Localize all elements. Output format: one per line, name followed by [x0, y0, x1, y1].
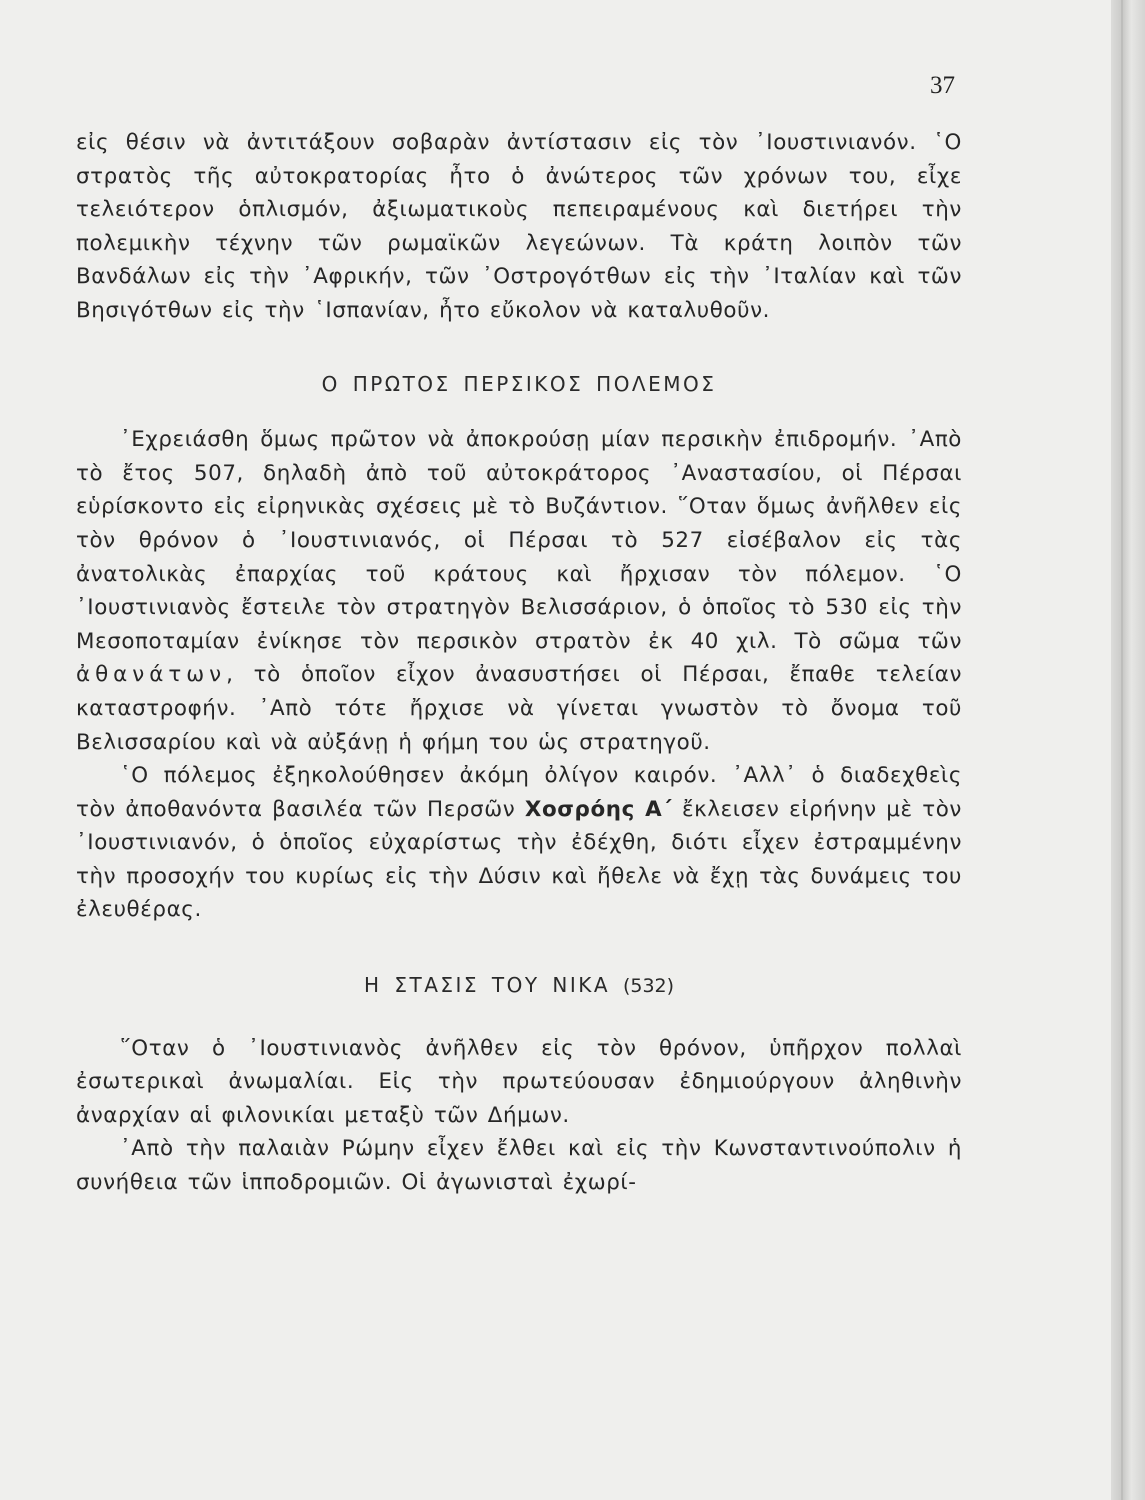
text-column — [76, 126, 962, 1200]
paragraph-5: ᾿Απὸ τὴν παλαιὰν Ρώμην εἶχεν ἔλθει καὶ εἰς τὴν Κωνσταντινούπολιν ἡ συνήθεια τῶν ἱπποδρομιῶν. Οἱ ἀγωνισταὶ ἐχωρί- — [76, 1136, 962, 1196]
bold-name-chosroes: Χοσρόης Α΄ — [524, 796, 673, 822]
page-number: 37 — [930, 72, 955, 99]
heading-nika-title: Η ΣΤΑΣΙΣ ΤΟΥ ΝΙΚΑ — [363, 973, 611, 998]
paragraph-3-text-a: ῾Ο πόλεμος ἐξηκολούθησεν ἀκόμη ὀλίγον καιρόν. ᾿Αλλ᾿ ὁ διαδεχθεὶς τὸν ἀποθανόντα βασιλέα τῶν Περσῶν — [76, 763, 962, 822]
section-heading-nika-riot — [76, 969, 962, 1004]
paragraph-2 — [76, 423, 962, 759]
page-edge — [1111, 0, 1145, 1500]
paragraph-2-text-b: , τὸ ὁποῖον εἶχον ἀνασυστήσει οἱ Πέρσαι, ἔπαθε τελείαν καταστροφήν. ᾿Απὸ τότε ἤρχισε νὰ γίνεται γνωστὸν τὸ ὄνομα τοῦ Βελισσαρίου καὶ νὰ αὐξάνῃ ἡ φήμη του ὡς στρατηγοῦ. — [76, 662, 962, 755]
paragraph-4: ῞Οταν ὁ ᾿Ιουστινιανὸς ἀνῆλθεν εἰς τὸν θρόνον, ὑπῆρχον πολλαὶ ἐσωτερικαὶ ἀνωμαλίαι. Εἰς τὴν πρωτεύουσαν ἐδημιούργουν ἀληθινὴν ἀναρχίαν αἱ φιλονικίαι μεταξὺ τῶν Δήμων. — [76, 1035, 962, 1128]
paragraph-3 — [76, 759, 962, 927]
paragraph-1: εἰς θέσιν νὰ ἀντιτάξουν σοβαρὰν ἀντίστασιν εἰς τὸν ᾿Ιουστινιανόν. ῾Ο στρατὸς τῆς αὐτοκρατορίας ἦτο ὁ ἀνώτερος τῶν χρόνων του, εἶχε τελειότερον ὁπλισμόν, ἀξιωματικοὺς πεπειραμένους καὶ διετήρει τὴν πολεμικὴν τέχνην τῶν ρωμαϊκῶν λεγεώνων. Τὰ κράτη λοιπὸν τῶν Βανδάλων εἰς τὴν ᾿Αφρικήν, τῶν ᾿Οστρογότθων εἰς τὴν ᾿Ιταλίαν καὶ τῶν Βησιγότθων εἰς τὴν ῾Ισπανίαν, ἦτο εὔκολον νὰ καταλυθοῦν. — [76, 130, 962, 323]
spaced-word-athanaton: ἀθανάτων — [76, 662, 227, 688]
paragraph-3-text-b: ἔκλεισεν εἰρήνην μὲ τὸν ᾿Ιουστινιανόν, ὁ ὁποῖος εὐχαρίστως τὴν ἐδέχθη, διότι εἶχεν ἐστραμμένην τὴν προσοχήν του κυρίως εἰς τὴν Δύσιν καὶ ἤθελε νὰ ἔχῃ τὰς δυνάμεις του ἐλευθέρας. — [76, 796, 962, 923]
heading-nika-year: (532) — [622, 975, 675, 998]
section-heading-first-persian-war: Ο ΠΡΩΤΟΣ ΠΕΡΣΙΚΟΣ ΠΟΛΕΜΟΣ — [321, 371, 717, 396]
paragraph-2-text-a: ᾿Εχρειάσθη ὅμως πρῶτον νὰ ἀποκρούσῃ μίαν περσικὴν ἐπιδρομήν. ᾿Απὸ τὸ ἔτος 507, δηλαδὴ ἀπὸ τοῦ αὐτοκράτορος ᾿Αναστασίου, οἱ Πέρσαι εὑρίσκοντο εἰς εἰρηνικὰς σχέσεις μὲ τὸ Βυζάντιον. ῞Οταν ὅμως ἀνῆλθεν εἰς τὸν θρόνον ὁ ᾿Ιουστινιανός, οἱ Πέρσαι τὸ 527 εἰσέβαλον εἰς τὰς ἀνατολικὰς ἐπαρχίας τοῦ κράτους καὶ ἤρχισαν τὸν πόλεμον. ῾Ο ᾿Ιουστινιανὸς ἔστειλε τὸν στρατηγὸν Βελισσάριον, ὁ ὁποῖος τὸ 530 εἰς τὴν Μεσοποταμίαν ἐνίκησε τὸν περσικὸν στρατὸν ἐκ 40 χιλ. Τὸ σῶμα τῶν — [76, 427, 962, 654]
